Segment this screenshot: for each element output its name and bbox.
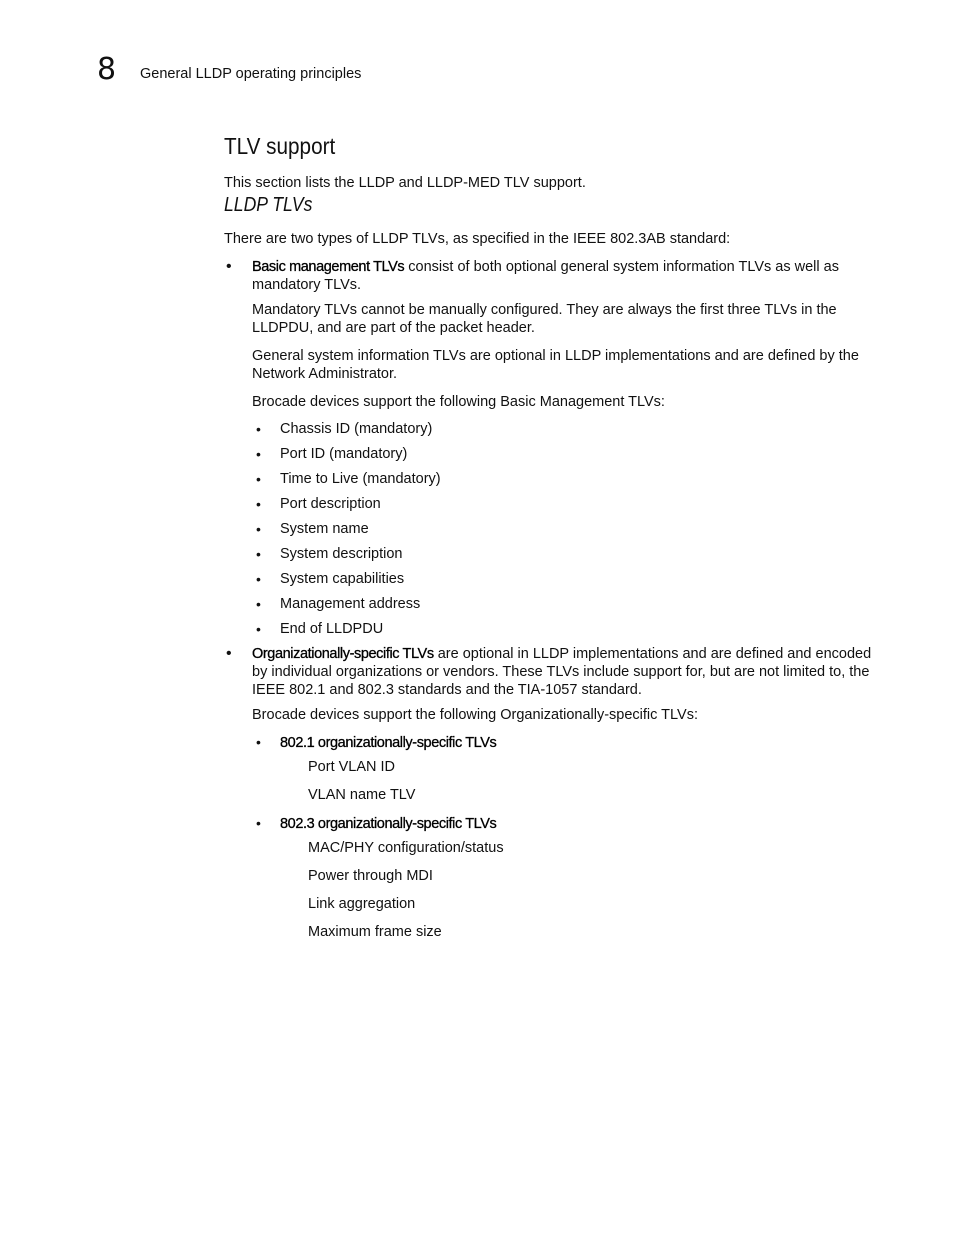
list-item: • Chassis ID (mandatory) [252,420,874,438]
general-tlv-para: General system information TLVs are optional in LLDP implementations and are defined by the Network Administrator. [252,348,859,382]
page-content [224,130,874,941]
basic-tlv-definition [252,258,874,294]
chapter-number: 8 [97,52,117,87]
list-item: Power through MDI [308,868,433,884]
list-item: • Time to Live (mandatory) [252,470,874,488]
subsection-intro: There are two types of LLDP TLVs, as specified in the IEEE 802.3AB standard: [224,231,731,247]
org-tlv-desc: are optional in LLDP implementations and are defined and encoded by individual organizations or vendors. These TLVs include support for, but are not limited to, the IEEE 802.1 and 802.3 standards and the TIA-1057 standard. [252,646,872,698]
list-item: Maximum frame size [308,924,442,940]
list-item: • System capabilities [252,570,874,588]
basic-tlv-bullet [224,258,874,638]
org-support-para: Brocade devices support the following Organizationally-specific TLVs: [252,707,698,723]
list-item: • System name [252,520,874,538]
list-item: VLAN name TLV [308,787,416,803]
org-tlv-term: Organizationally-specific TLVs [252,646,434,662]
list-item: MAC/PHY configuration/status [308,840,504,856]
org-tlv-bullet [224,645,874,941]
group-802-1 [252,734,874,804]
section-title: TLV support [224,133,336,159]
list-item: • Management address [252,595,874,613]
subsection-title: LLDP TLVs [224,194,313,216]
basic-tlv-list [252,420,874,638]
list-item: • Port ID (mandatory) [252,445,874,463]
basic-tlv-desc: consist of both optional general system information TLVs as well as mandatory TLVs. [252,259,839,293]
group-802-1-title: • 802.1 organizationally-specific TLVs [280,735,497,751]
org-tlv-definition [252,645,874,699]
group-802-3-title: • 802.3 organizationally-specific TLVs [280,816,497,832]
section-intro: This section lists the LLDP and LLDP-MED TLV support. [224,175,586,191]
list-item: Link aggregation [308,896,416,912]
list-item: • System description [252,545,874,563]
list-item: Port VLAN ID [308,759,396,775]
running-header: General LLDP operating principles [140,66,362,82]
basic-support-para: Brocade devices support the following Basic Management TLVs: [252,394,665,410]
mandatory-tlv-para: Mandatory TLVs cannot be manually configured. They are always the first three TLVs in the LLDPDU, and are part of the packet header. [252,302,837,336]
group-802-1-list [280,758,874,804]
list-item: • Port description [252,495,874,513]
list-item: • End of LLDPDU [252,620,874,638]
group-802-3-list [280,839,874,941]
basic-tlv-term: Basic management TLVs [252,259,405,275]
group-802-3 [252,815,874,941]
